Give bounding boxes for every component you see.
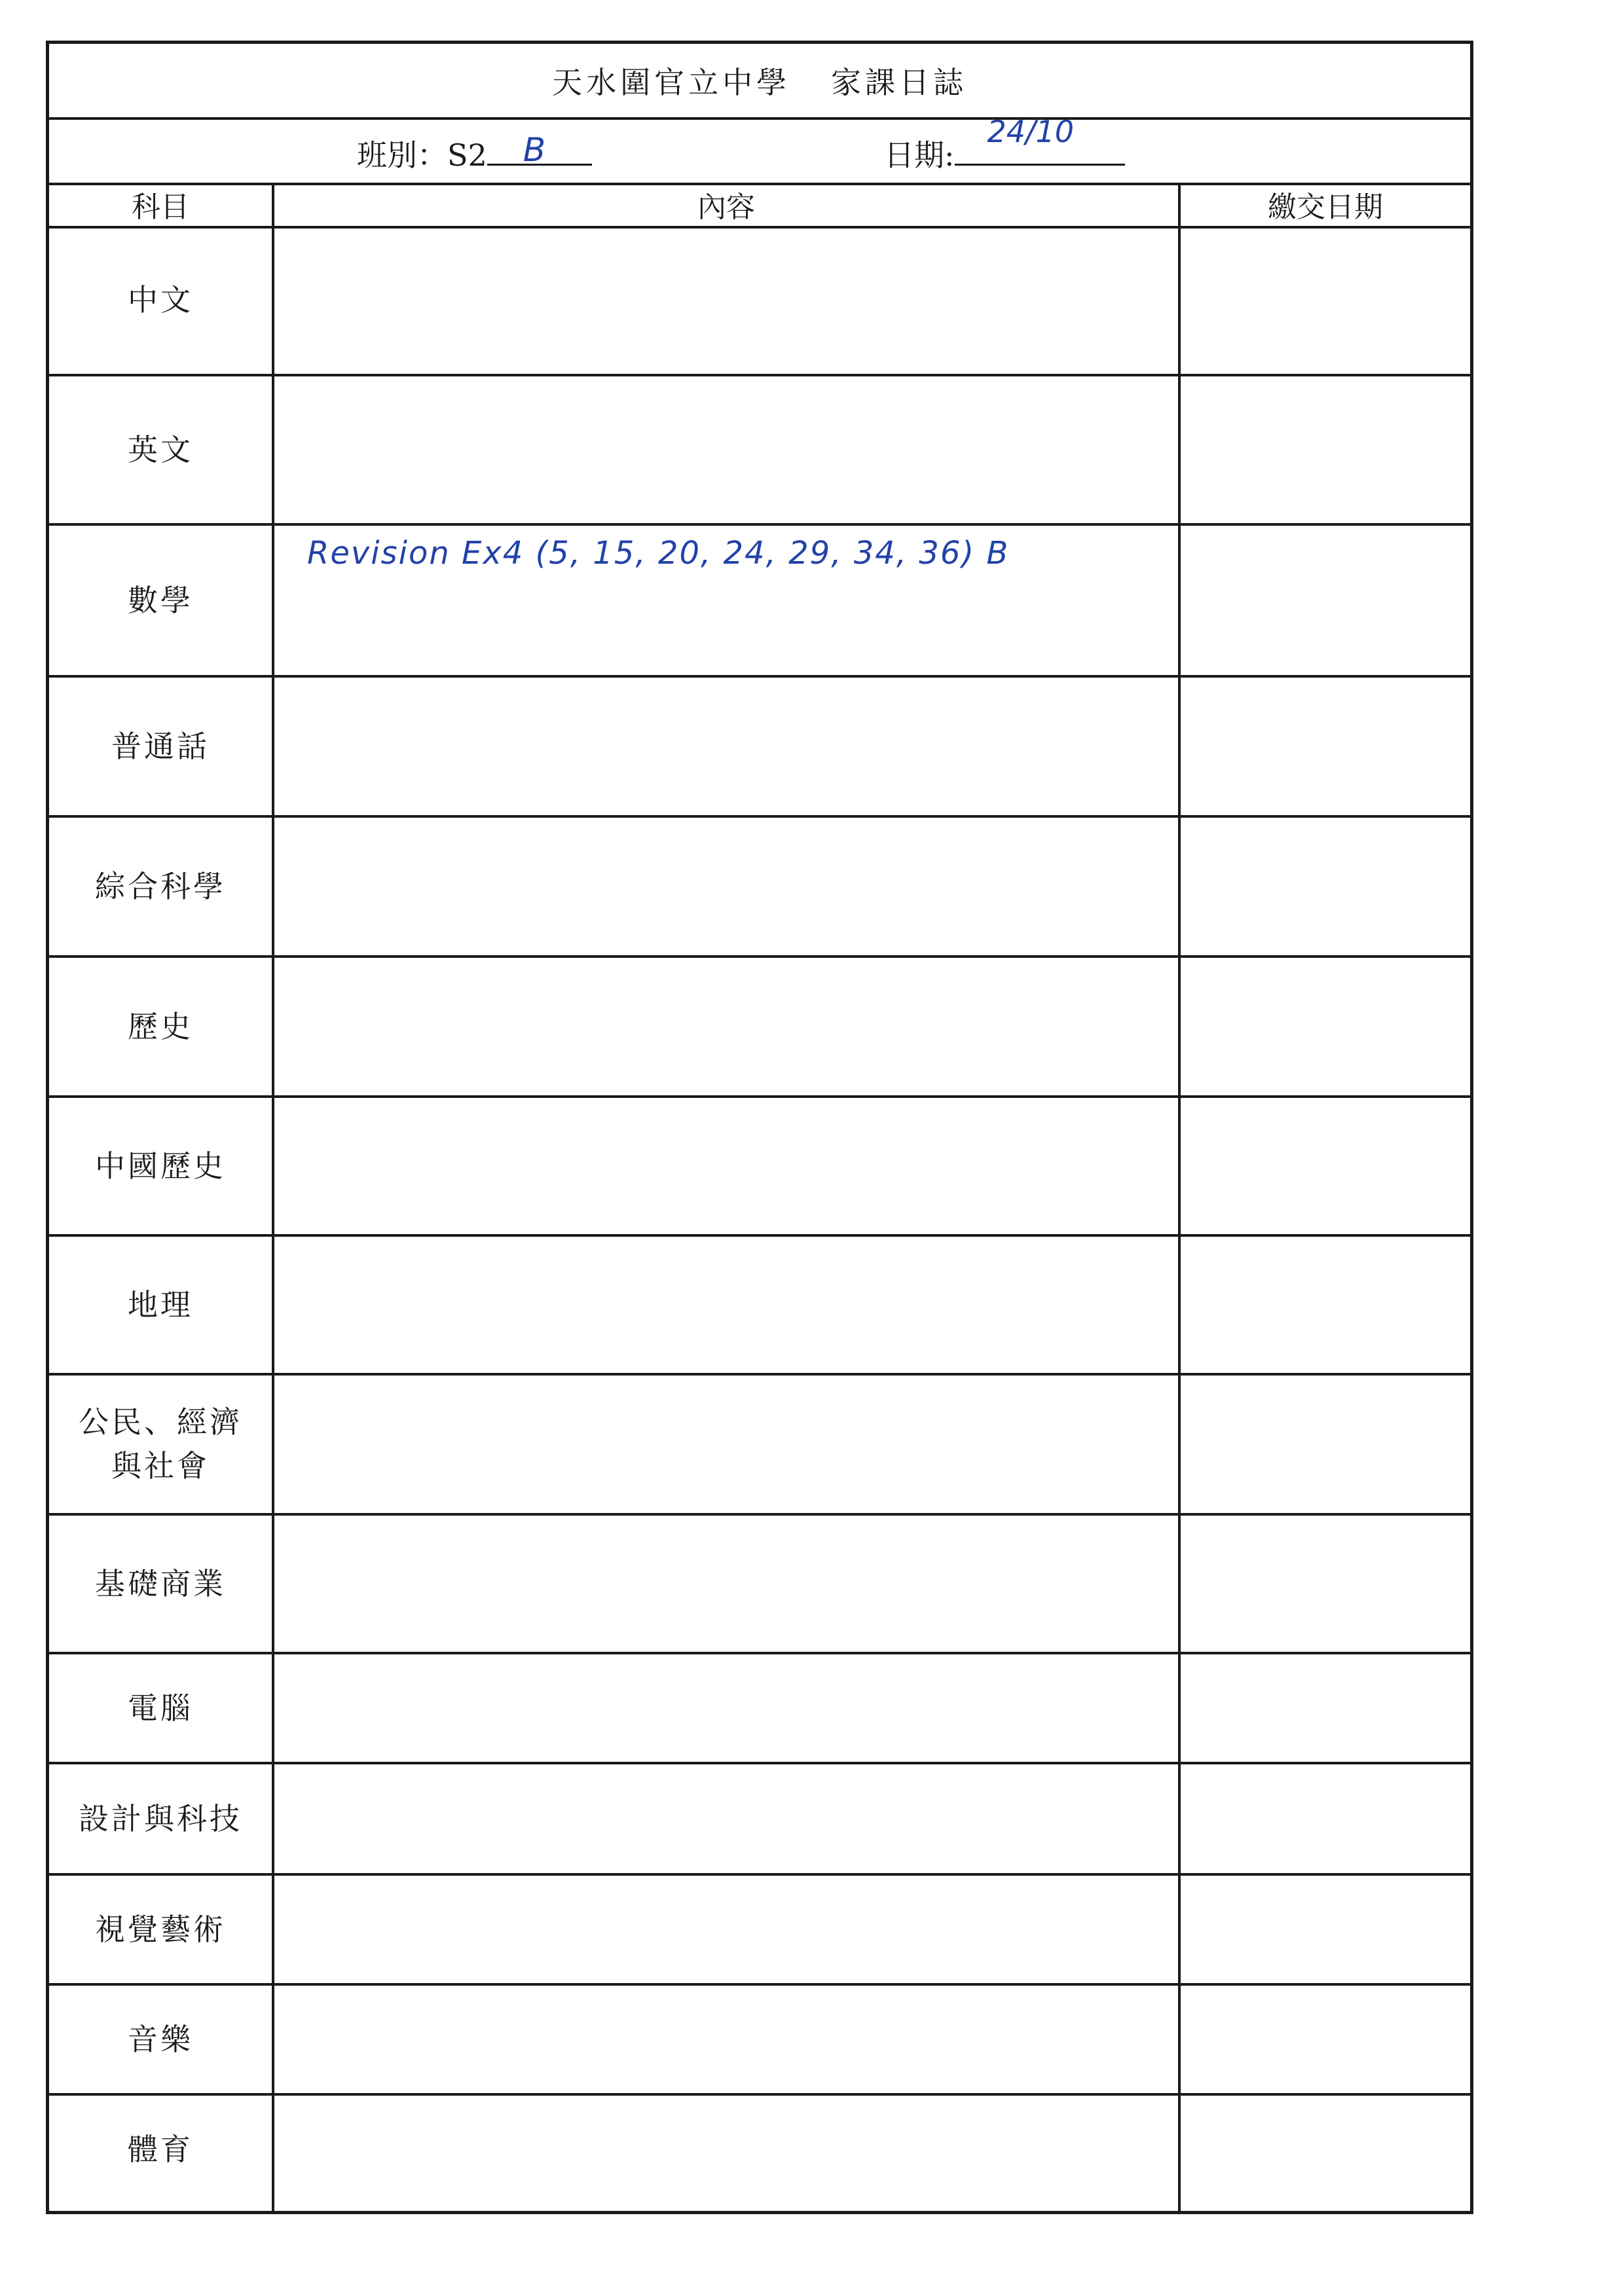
table-row <box>49 1098 1470 1237</box>
header-due-date: 繳交日期 <box>1268 191 1383 224</box>
due-date-cell[interactable] <box>1181 818 1470 955</box>
subject-name: 普通話 <box>111 728 210 764</box>
table-row <box>49 226 1470 376</box>
table-row <box>49 1237 1470 1376</box>
table-row <box>49 526 1470 678</box>
subject-name: 歷史 <box>128 1008 193 1044</box>
content-cell[interactable] <box>274 1654 1178 1762</box>
date-blank <box>955 114 1125 166</box>
table-row <box>49 1516 1470 1654</box>
content-cell[interactable] <box>274 376 1178 523</box>
table-row <box>49 818 1470 958</box>
content-cell[interactable] <box>274 1986 1178 2093</box>
content-cell[interactable] <box>274 1764 1178 1873</box>
due-date-cell[interactable] <box>1181 958 1470 1095</box>
due-date-cell[interactable] <box>1181 376 1470 523</box>
journal-name: 家課日誌 <box>830 65 967 100</box>
subject-name: 體育 <box>128 2131 193 2167</box>
due-date-cell[interactable] <box>1181 1376 1470 1513</box>
due-date-cell[interactable] <box>1181 2096 1470 2203</box>
form-title <box>49 44 1470 120</box>
table-row <box>49 376 1470 526</box>
table-row <box>49 1654 1470 1764</box>
content-cell[interactable] <box>274 1516 1178 1652</box>
date-handwritten: 24/10 <box>987 114 1075 149</box>
class-blank <box>487 131 592 169</box>
subject-rows <box>49 226 1470 2203</box>
content-cell[interactable] <box>274 226 1178 374</box>
subject-name: 公民、經濟 與社會 <box>79 1404 242 1484</box>
subject-name: 設計與科技 <box>79 1800 242 1836</box>
table-row <box>49 2096 1470 2203</box>
due-date-cell[interactable] <box>1181 1237 1470 1373</box>
content-cell[interactable] <box>274 958 1178 1095</box>
table-row <box>49 1986 1470 2096</box>
subject-name: 基礎商業 <box>95 1565 226 1601</box>
table-row <box>49 678 1470 818</box>
date-label: 日期: <box>884 137 955 173</box>
subject-name: 英文 <box>128 431 193 467</box>
content-cell[interactable] <box>274 1876 1178 1983</box>
due-date-cell[interactable] <box>1181 226 1470 374</box>
table-row <box>49 1376 1470 1516</box>
content-cell[interactable] <box>274 1376 1178 1513</box>
subject-name: 數學 <box>128 582 193 618</box>
subject-name: 音樂 <box>128 2021 193 2057</box>
due-date-cell[interactable] <box>1181 1654 1470 1762</box>
table-row <box>49 1876 1470 1986</box>
content-cell[interactable] <box>274 1098 1178 1234</box>
subject-name: 中國歷史 <box>95 1148 226 1184</box>
content-cell[interactable] <box>274 526 1178 675</box>
class-field <box>357 132 592 175</box>
due-date-cell[interactable] <box>1181 526 1470 675</box>
content-cell[interactable] <box>274 1237 1178 1373</box>
header-content: 內容 <box>697 191 755 224</box>
class-label: 班別：S2 <box>357 137 487 173</box>
table-row <box>49 958 1470 1098</box>
subject-name: 中文 <box>128 282 193 318</box>
subject-name: 綜合科學 <box>95 868 226 904</box>
content-cell[interactable] <box>274 818 1178 955</box>
subject-name: 電腦 <box>128 1690 193 1726</box>
table-row <box>49 1764 1470 1876</box>
table-header <box>49 183 1470 228</box>
homework-journal-form <box>46 41 1473 2214</box>
due-date-cell[interactable] <box>1181 1986 1470 2093</box>
due-date-cell[interactable] <box>1181 1098 1470 1234</box>
school-name: 天水圍官立中學 <box>552 65 791 100</box>
subject-name: 地理 <box>128 1286 193 1322</box>
header-subject: 科目 <box>132 191 189 224</box>
due-date-cell[interactable] <box>1181 678 1470 815</box>
due-date-cell[interactable] <box>1181 1516 1470 1652</box>
due-date-cell[interactable] <box>1181 1764 1470 1873</box>
content-cell[interactable] <box>274 678 1178 815</box>
due-date-cell[interactable] <box>1181 1876 1470 1983</box>
content-cell[interactable] <box>274 2096 1178 2203</box>
meta-row <box>49 114 1470 185</box>
class-handwritten: B <box>523 131 546 169</box>
math-homework-handwritten: Revision Ex4 (5, 15, 20, 24, 29, 34, 36) B <box>307 535 1010 572</box>
subject-name: 視覺藝術 <box>95 1911 226 1947</box>
date-field <box>884 114 1125 175</box>
